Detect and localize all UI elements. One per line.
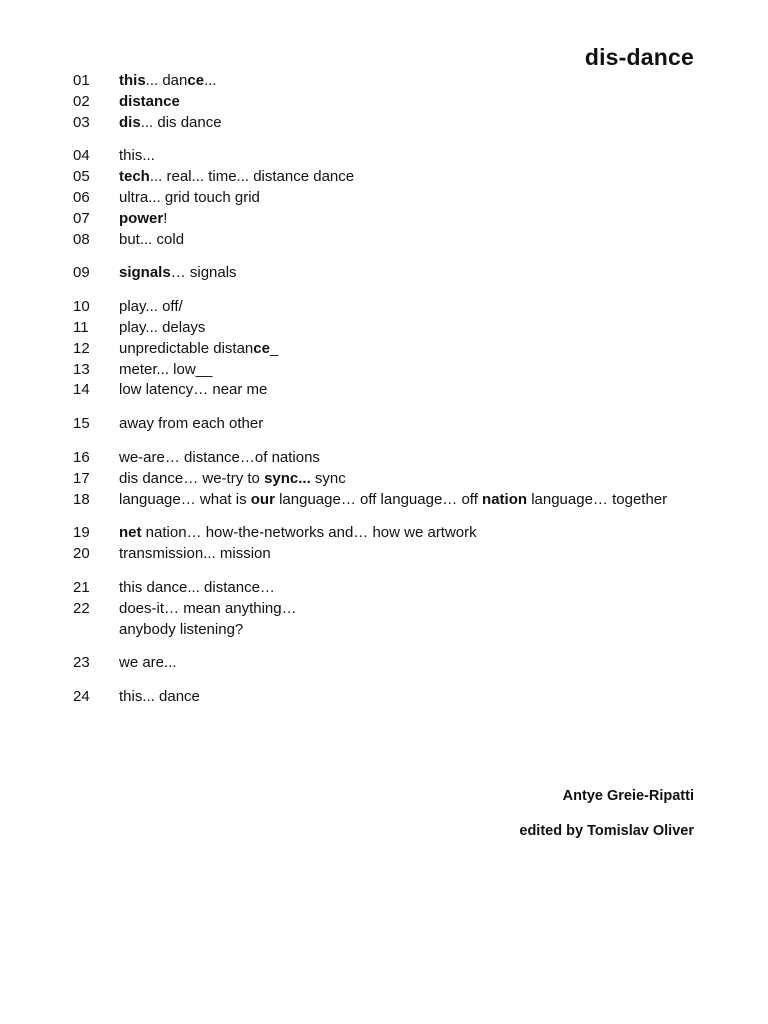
text-segment: unpredictable distan — [119, 339, 254, 357]
poem-line — [73, 360, 713, 381]
text-segment: nation… how-the-networks and… how we artwork — [141, 524, 477, 542]
line-text — [119, 599, 297, 620]
line-number: 03 — [73, 113, 90, 131]
line-number: 06 — [73, 188, 90, 206]
text-segment: … signals — [170, 264, 237, 282]
text-segment: but... cold — [119, 230, 185, 248]
stanza — [73, 297, 713, 401]
poem-line — [73, 71, 713, 92]
text-segment: play... delays — [119, 318, 206, 336]
text-segment: anybody listening? — [119, 620, 244, 638]
line-text — [119, 360, 212, 381]
poem-line — [73, 469, 713, 490]
poem-line — [73, 653, 713, 674]
text-segment: ultra... grid touch grid — [119, 188, 260, 206]
line-text — [119, 339, 278, 360]
stanza — [73, 523, 713, 565]
poem-line — [73, 380, 713, 401]
poem-line — [73, 544, 713, 565]
poem-line — [73, 414, 713, 435]
text-segment: meter... low__ — [119, 360, 213, 378]
line-number: 17 — [73, 469, 90, 487]
poem-line — [73, 188, 713, 209]
line-text — [119, 620, 243, 641]
line-text — [119, 653, 177, 674]
poem-line — [73, 599, 713, 620]
text-segment: this... dance — [119, 688, 200, 706]
line-text — [119, 578, 275, 599]
text-segment: language… together — [527, 490, 668, 508]
line-number: 22 — [73, 599, 90, 617]
page-title: dis-dance — [584, 44, 694, 70]
line-text — [119, 380, 267, 401]
bold-word: signals — [119, 264, 171, 282]
author-credit: Antye Greie-Ripatti — [562, 788, 694, 804]
text-segment: we are... — [119, 654, 177, 672]
bold-word: nation — [482, 490, 528, 508]
text-segment: we-are… distance…of nations — [119, 448, 320, 466]
line-number: 08 — [73, 230, 90, 248]
line-text — [119, 297, 183, 318]
line-number — [73, 620, 119, 641]
line-text — [119, 414, 263, 435]
line-text — [119, 687, 200, 708]
line-text — [119, 113, 222, 134]
stanza — [73, 414, 713, 435]
poem-line — [73, 146, 713, 167]
text-segment: language… what is — [119, 490, 251, 508]
line-text — [119, 209, 167, 230]
line-number: 18 — [73, 490, 90, 508]
line-number: 19 — [73, 524, 90, 542]
stanza — [73, 146, 713, 250]
poem-line — [73, 167, 713, 188]
text-segment: dis dance… we-try to — [119, 469, 265, 487]
line-number: 05 — [73, 168, 90, 186]
bold-word: this — [119, 72, 146, 89]
line-number: 12 — [73, 339, 90, 357]
poem-line — [73, 578, 713, 599]
poem-line — [73, 318, 713, 339]
line-text — [119, 167, 354, 188]
text-segment: language… off language… off — [274, 490, 483, 508]
poem-line — [73, 490, 683, 511]
stanza — [73, 578, 713, 640]
text-segment: ... dan — [145, 72, 188, 89]
text-segment: this... — [119, 147, 155, 165]
stanza — [73, 653, 713, 674]
bold-word: ce — [253, 339, 270, 357]
stanza — [73, 71, 713, 133]
text-segment: _ — [269, 339, 279, 357]
text-segment: ... — [204, 72, 217, 89]
line-text — [119, 544, 271, 565]
line-number: 14 — [73, 381, 90, 399]
poem-line — [73, 230, 713, 251]
line-number: 11 — [73, 318, 89, 336]
text-segment: ... dis dance — [140, 113, 222, 131]
bold-word: sync... — [264, 469, 311, 487]
line-number: 04 — [73, 147, 90, 165]
line-text — [119, 188, 260, 209]
line-number: 20 — [73, 545, 90, 563]
line-number: 02 — [73, 92, 90, 110]
text-segment: ! — [163, 209, 168, 227]
poem-body — [73, 71, 713, 721]
line-number: 21 — [73, 578, 90, 596]
text-segment: this dance... distance… — [119, 578, 275, 596]
line-number: 01 — [73, 72, 90, 89]
stanza — [73, 687, 713, 708]
text-segment: ... real... time... distance dance — [149, 168, 355, 186]
line-text — [119, 92, 180, 113]
poem-line — [73, 620, 713, 641]
line-text — [119, 448, 320, 469]
bold-word: our — [250, 490, 275, 508]
bold-word: ce — [187, 72, 205, 89]
text-segment: away from each other — [119, 415, 264, 433]
poem-line — [73, 339, 713, 360]
line-number: 09 — [73, 264, 90, 282]
bold-word: power — [119, 209, 164, 227]
poem-line — [73, 92, 713, 113]
line-text — [119, 263, 237, 284]
line-number: 07 — [73, 209, 90, 227]
line-text — [119, 146, 155, 167]
poem-line — [73, 687, 713, 708]
poem-line — [73, 209, 713, 230]
stanza — [73, 448, 713, 510]
text-segment: does-it… mean anything… — [119, 599, 297, 617]
line-number: 24 — [73, 688, 90, 706]
editor-credit: edited by Tomislav Oliver — [519, 823, 694, 839]
line-text — [119, 230, 184, 251]
poem-line — [73, 297, 713, 318]
text-segment: low latency… near me — [119, 381, 268, 399]
line-text — [119, 318, 205, 339]
line-text — [119, 71, 217, 92]
text-segment: play... off/ — [119, 298, 183, 316]
text-segment: sync — [310, 469, 346, 487]
bold-word: dis — [119, 113, 141, 131]
line-number: 16 — [73, 448, 90, 466]
line-text — [119, 491, 667, 508]
text-segment: transmission... mission — [119, 545, 271, 563]
poem-line — [73, 523, 713, 544]
poem-line — [73, 263, 713, 284]
line-text — [119, 523, 477, 544]
poem-line — [73, 448, 713, 469]
bold-word: net — [119, 524, 142, 542]
line-number: 15 — [73, 415, 90, 433]
poem-line — [73, 113, 713, 134]
line-number: 10 — [73, 298, 90, 316]
bold-word: distance — [119, 92, 180, 110]
line-number: 13 — [73, 360, 90, 378]
stanza — [73, 263, 713, 284]
line-number: 23 — [73, 654, 90, 672]
bold-word: tech — [119, 168, 150, 186]
line-text — [119, 469, 346, 490]
